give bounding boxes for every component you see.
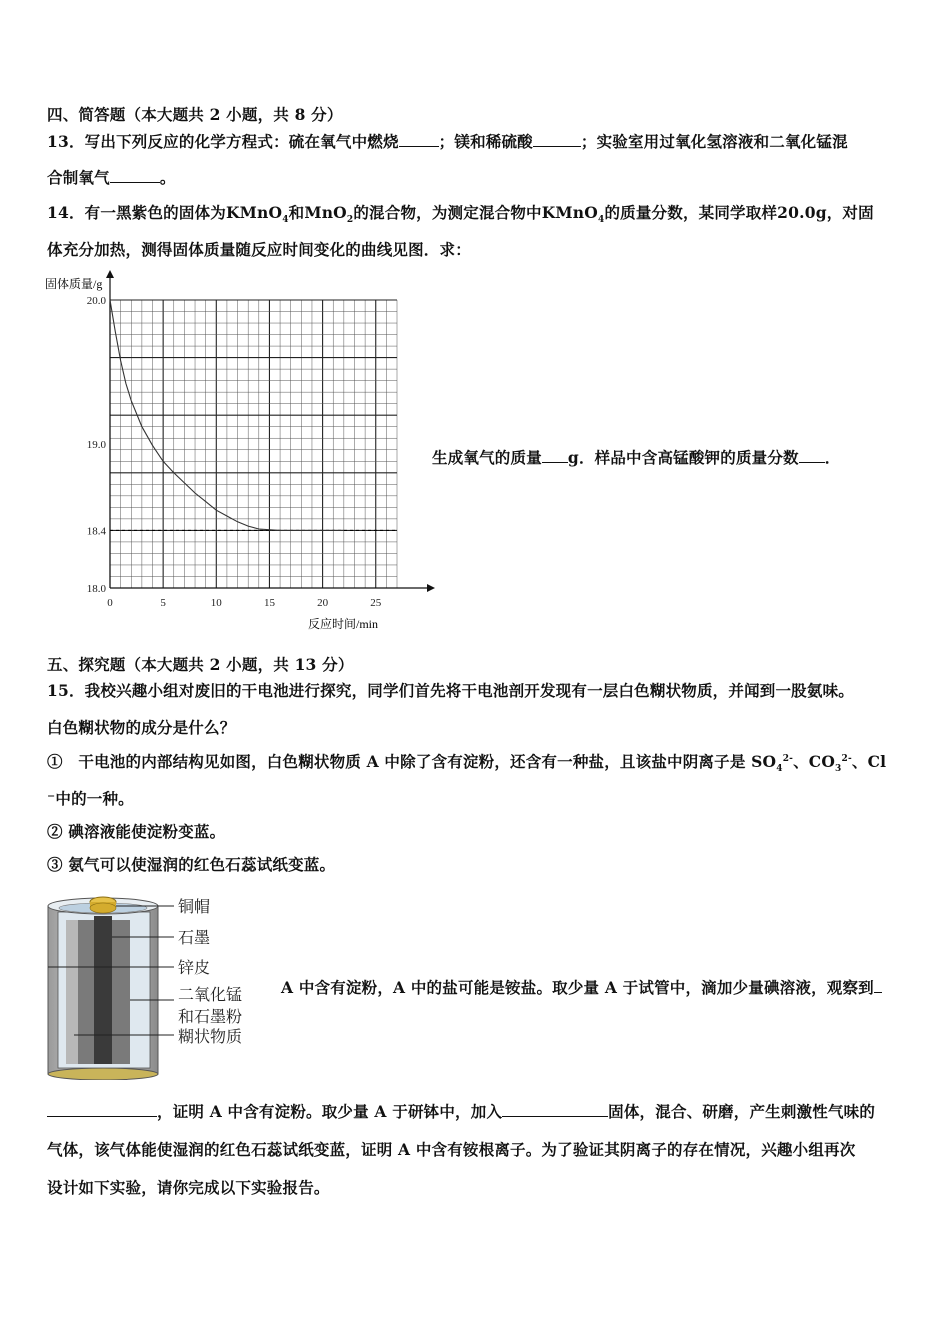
q15-line-6: ③ 氨气可以使湿润的红色石蕊试纸变蓝。 (47, 855, 336, 874)
section-4-heading: 四、简答题（本大题共 2 小题，共 8 分） (47, 105, 343, 124)
q15-blank-solid[interactable] (502, 1102, 608, 1117)
chart-y-label: 固体质量/g (45, 277, 103, 291)
q14-right-text-c: ． (824, 448, 841, 467)
q13-text-d: 合制氧气 (47, 168, 110, 187)
q14-text-b: 的混合物，为测定混合物中 (353, 203, 542, 222)
x-axis-arrow-icon (427, 584, 435, 592)
q14-text-d: ，对固 (826, 203, 874, 222)
battery-label-paste: 糊状物质 (178, 1027, 243, 1046)
battery-label-graphite: 石墨 (178, 928, 211, 947)
q15-sep: 、CO (793, 752, 836, 771)
battery-label-zinc: 锌皮 (178, 958, 211, 977)
q14-formula-kmno4: KMnO (225, 203, 283, 222)
x-tick-label: 25 (370, 597, 382, 609)
section-5-heading: 五、探究题（本大题共 2 小题，共 13 分） (47, 655, 354, 674)
q13-text-b: ；镁和稀硫酸 (438, 132, 533, 151)
q15-line-5: ② 碘溶液能使淀粉变蓝。 (47, 822, 226, 841)
mass-time-chart (40, 268, 440, 638)
q13-text-e: 。 (159, 168, 176, 187)
so4-sup: 2- (782, 753, 794, 764)
x-tick-label: 15 (263, 597, 275, 609)
so4-sub: 4 (776, 764, 783, 775)
q14-line-2: 体充分加热，测得固体质量随反应时间变化的曲线见图．求： (47, 240, 471, 259)
q15-blank-observe-cont[interactable] (47, 1102, 157, 1117)
chart-x-label: 反应时间/min (308, 617, 379, 631)
y-tick-label: 19.0 (86, 439, 106, 451)
q15-line-7 (47, 1100, 875, 1122)
q15-line-9: 设计如下实验，请你完成以下实验报告。 (47, 1178, 330, 1197)
q15-text-3a: ① 干电池的内部结构见如图，白色糊状物质 A 中除了含有淀粉，还含有一种盐，且该盐中阴离子是 SO (47, 752, 777, 771)
y-tick-label: 20.0 (86, 295, 106, 307)
q14-text-a: 14．有一黑紫色的固体为 (47, 203, 226, 222)
q15-side-text (281, 976, 882, 998)
q14-sub-4: 4 (282, 215, 289, 226)
q14-sub-4-b: 4 (597, 215, 605, 226)
x-tick-label: 20 (317, 597, 329, 609)
battery-label-copper-cap: 铜帽 (178, 897, 211, 916)
q15-line-8: 气体，该气体能使湿润的红色石蕊试纸变蓝，证明 A 中含有铵根离子。为了验证其阴离子的存在情况，兴趣小组再次 (47, 1140, 856, 1159)
q14-right-text-a: 生成氧气的质量 (432, 448, 542, 467)
x-tick-label: 5 (160, 597, 166, 609)
battery-body (48, 898, 158, 1080)
q13-blank-2[interactable] (533, 132, 581, 147)
q14-blank-oxygen[interactable] (542, 448, 568, 463)
q14-and: 和 (288, 203, 305, 222)
q15-line-1: 15．我校兴趣小组对废旧的干电池进行探究，同学们首先将干电池剖开发现有一层白色糊状物质，并闻到一股氨味。 (47, 681, 854, 700)
chart-axes (106, 270, 435, 592)
dry-cell-diagram (44, 890, 274, 1080)
x-tick-label: 0 (107, 597, 113, 609)
q15-text-7a: ，证明 A 中含有淀粉。取少量 A 于研钵中，加入 (157, 1102, 503, 1121)
q14-line-1 (47, 201, 874, 225)
q13-text-a: 13．写出下列反应的化学方程式：硫在氧气中燃烧 (47, 132, 399, 151)
q15-text-7b: 固体，混合、研磨，产生刺激性气味的 (608, 1102, 876, 1121)
x-tick-label: 10 (210, 597, 222, 609)
q15-line-3 (47, 750, 886, 774)
q15-side-sentence: A 中含有淀粉，A 中的盐可能是铵盐。取少量 A 于试管中，滴加少量碘溶液，观察到 (281, 978, 874, 997)
q14-sample-mass: 20.0g (777, 203, 827, 222)
q15-line-2: 白色糊状物的成分是什么？ (47, 718, 236, 737)
q14-sub-2: 2 (346, 215, 354, 226)
q13-blank-3[interactable] (110, 168, 160, 183)
battery-label-mno2: 二氧化锰 (178, 985, 243, 1004)
q14-answer-line (432, 446, 840, 468)
y-axis-arrow-icon (106, 270, 114, 278)
q14-formula-kmno4-2: KMnO (541, 203, 598, 222)
y-tick-label: 18.0 (86, 583, 106, 595)
battery-label-graphite-powder: 和石墨粉 (178, 1007, 243, 1026)
q15-blank-observe[interactable] (874, 978, 882, 993)
q13-line-1 (47, 130, 848, 152)
q14-text-c: 的质量分数，某同学取样 (604, 203, 778, 222)
y-tick-label: 18.4 (86, 525, 106, 538)
q13-text-c: ；实验室用过氧化氢溶液和二氧化锰混 (580, 132, 848, 151)
co3-sup: 2- (841, 753, 852, 764)
q14-formula-mno2: MnO (304, 203, 347, 222)
q14-blank-fraction[interactable] (799, 448, 825, 463)
chart-ticks (87, 295, 397, 609)
q13-line-2 (47, 166, 176, 188)
q13-blank-1[interactable] (399, 132, 439, 147)
co3-sub: 3 (835, 764, 842, 775)
chart-grid (110, 300, 397, 588)
q15-text-3b: 、Cl (851, 752, 887, 771)
copper-cap-icon (90, 897, 116, 913)
q15-line-4: ⁻中的一种。 (47, 789, 134, 808)
q14-right-text-b: g．样品中含高锰酸钾的质量分数 (567, 448, 799, 467)
